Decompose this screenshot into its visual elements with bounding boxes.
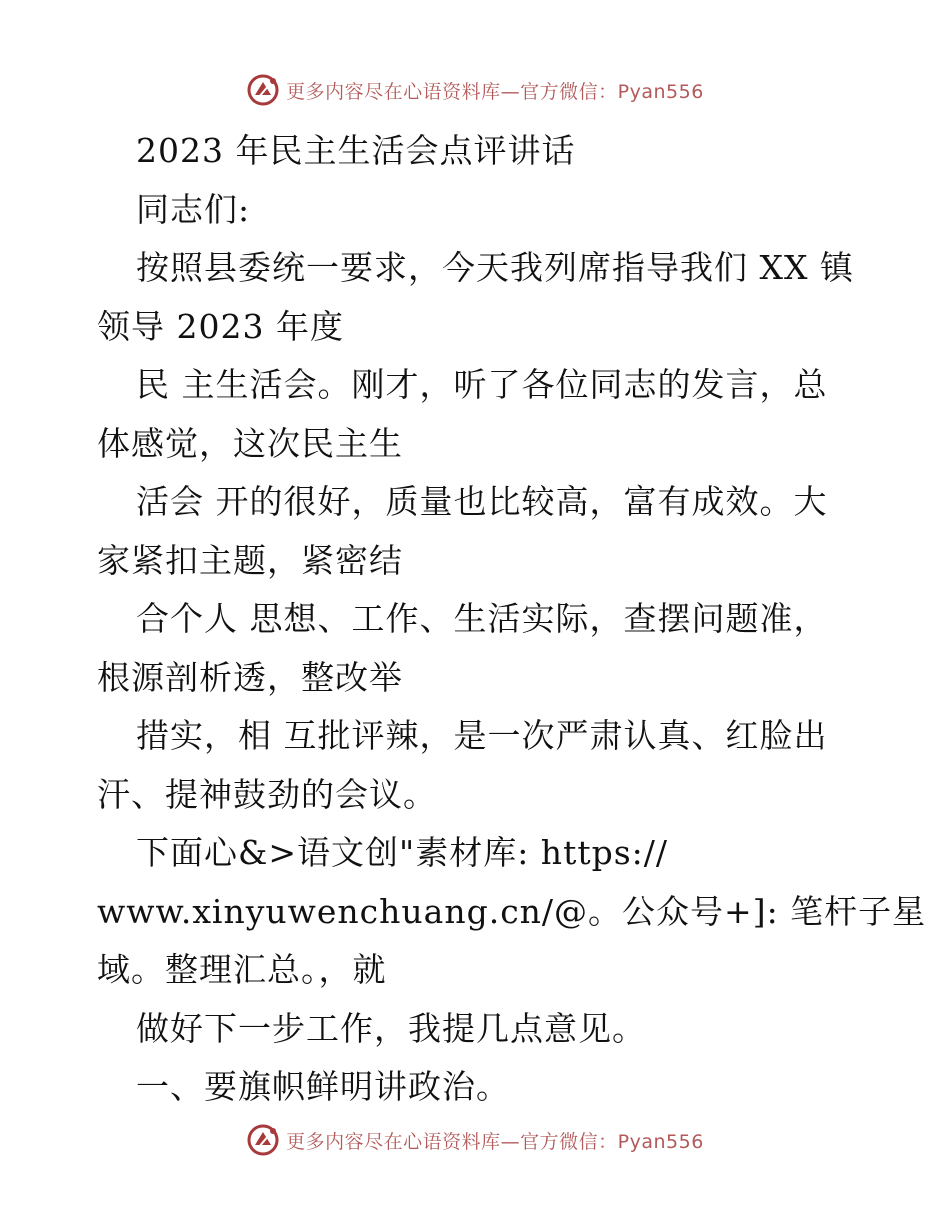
banner-text: 更多内容尽在心语资料库—官方微信：Pyan556: [286, 1130, 704, 1153]
text-line: 合个人 思想、工作、生活实际，查摆问题准，: [136, 599, 828, 638]
text-line: 体感觉，这次民主生: [97, 423, 403, 463]
text-line: 措实，相 互批评辣，是一次严肃认真、红脸出: [136, 716, 828, 755]
logo-icon: [246, 1123, 280, 1157]
text-line: 一、要旗帜鲜明讲政治。: [136, 1067, 510, 1106]
footer-banner: [0, 1120, 950, 1160]
text-line: 做好下一步工作，我提几点意见。: [136, 1008, 646, 1048]
text-line: 2023 年民主生活会点评讲话: [136, 131, 576, 170]
text-line: 按照县委统一要求，今天我列席指导我们 XX 镇: [136, 248, 854, 287]
text-line: 下面心&>语文创"素材库: https://: [136, 833, 669, 872]
text-line: 活会 开的很好，质量也比较高，富有成效。大: [136, 482, 828, 521]
text-line: 汗、提神鼓劲的会议。: [97, 774, 437, 814]
text-line: 领导 2023 年度: [97, 306, 344, 346]
text-line: 同志们:: [136, 189, 251, 229]
header-banner: [0, 70, 950, 110]
text-line: 家紧扣主题，紧密结: [97, 540, 403, 580]
text-line: www.xinyuwenchuang.cn/@。公众号+]: 笔杆子星: [97, 891, 927, 931]
text-line: 民 主生活会。刚才，听了各位同志的发言，总: [136, 365, 828, 404]
text-line: 根源剖析透，整改举: [97, 657, 403, 697]
text-line: 域。整理汇总。，就: [97, 950, 387, 989]
banner-text: 更多内容尽在心语资料库—官方微信：Pyan556: [286, 80, 704, 103]
document-body: [97, 122, 927, 1117]
logo-icon: [246, 73, 280, 107]
